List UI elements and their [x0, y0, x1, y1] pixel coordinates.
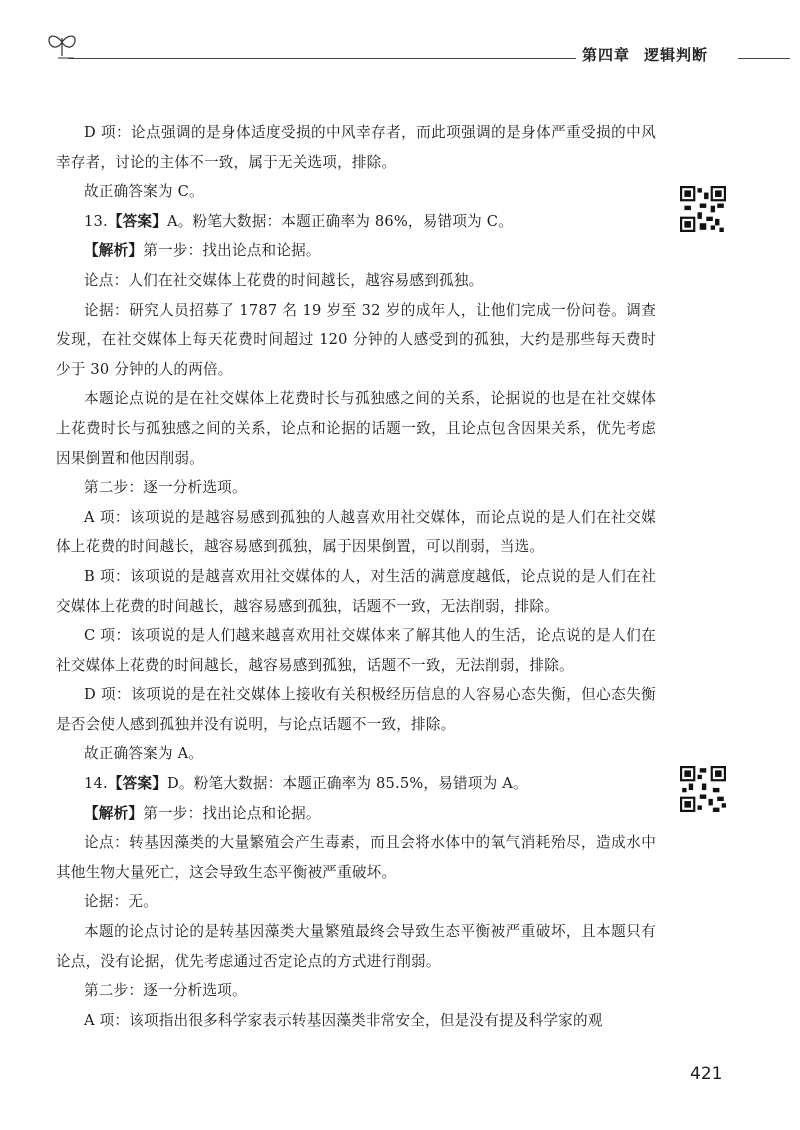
paragraph: 论据：无。 [84, 893, 158, 911]
page-number: 421 [690, 1064, 723, 1084]
header-rule-left [68, 58, 576, 59]
answer-label: 【答案】 [107, 775, 167, 793]
analysis-label: 【解析】 [84, 804, 144, 822]
paragraph: 论点：转基因藻类的大量繁殖会产生毒素，而且会将水体中的氧气消耗殆尽，造成水中其他生物大量死亡，这会导致生态平衡被严重破坏。 [56, 834, 656, 881]
answer-label: 【答案】 [107, 212, 167, 230]
page-content [56, 118, 656, 1035]
chapter-number: 第四章 [582, 46, 631, 64]
leaf-icon [44, 28, 80, 60]
paragraph: 第二步：逐一分析选项。 [84, 982, 247, 1000]
paragraph: A 项：该项说的是越容易感到孤独的人越喜欢用社交媒体，而论点说的是人们在社交媒体上花费的时间越长，越容易感到孤独，属于因果倒置，可以削弱，当选。 [56, 508, 656, 556]
answer-13: 13.【答案】A。粉笔大数据：本题正确率为 86%，易错项为 C。 [84, 212, 513, 230]
paragraph: A 项：该项指出很多科学家表示转基因藻类非常安全，但是没有提及科学家的观 [84, 1011, 603, 1029]
page-header [0, 0, 800, 80]
header-rule-right [738, 58, 790, 59]
paragraph: 论据：研究人员招募了 1787 名 19 岁至 32 岁的成年人，让他们完成一份问卷。调查发现，在社交媒体上每天花费时间超过 120 分钟的人感受到的孤独，大约是那些每天费时少于 30 分钟的人的两倍。 [56, 301, 656, 378]
paragraph: B 项：该项说的是越喜欢用社交媒体的人，对生活的满意度越低，论点说的是人们在社交媒体上花费的时间越长，越容易感到孤独，话题不一致，无法削弱，排除。 [56, 567, 656, 615]
qr-code-icon[interactable] [680, 766, 726, 812]
paragraph: 论点：人们在社交媒体上花费的时间越长，越容易感到孤独。 [84, 271, 484, 289]
paragraph: C 项：该项说的是人们越来越喜欢用社交媒体来了解其他人的生活，论点说的是人们在社交媒体上花费的时间越长，越容易感到孤独，话题不一致，无法削弱，排除。 [56, 627, 656, 674]
paragraph: 本题论点说的是在社交媒体上花费时长与孤独感之间的关系，论据说的也是在社交媒体上花费时长与孤独感之间的关系，论点和论据的话题一致，且论点包含因果关系，优先考虑因果倒置和他因削弱。 [56, 390, 656, 467]
paragraph: 本题的论点讨论的是转基因藻类大量繁殖最终会导致生态平衡被严重破坏，且本题只有论点，没有论据，优先考虑通过否定论点的方式进行削弱。 [56, 923, 656, 970]
analysis-label: 【解析】 [84, 242, 144, 260]
paragraph: 第二步：逐一分析选项。 [84, 479, 247, 497]
paragraph: 故正确答案为 C。 [84, 183, 204, 201]
analysis-14: 【解析】第一步：找出论点和论据。 [84, 804, 321, 822]
paragraph: 故正确答案为 A。 [84, 745, 204, 763]
chapter-name: 逻辑判断 [644, 46, 709, 64]
analysis-13: 【解析】第一步：找出论点和论据。 [84, 242, 321, 260]
paragraph: D 项：论点强调的是身体适度受损的中风幸存者，而此项强调的是身体严重受损的中风幸存者，讨论的主体不一致，属于无关选项，排除。 [56, 124, 656, 171]
answer-14: 14.【答案】D。粉笔大数据：本题正确率为 85.5%，易错项为 A。 [84, 775, 528, 793]
qr-code-icon[interactable] [680, 186, 726, 232]
paragraph: D 项：该项说的是在社交媒体上接收有关积极经历信息的人容易心态失衡，但心态失衡是否会使人感到孤独并没有说明，与论点话题不一致，排除。 [56, 686, 656, 733]
chapter-title [582, 44, 722, 65]
